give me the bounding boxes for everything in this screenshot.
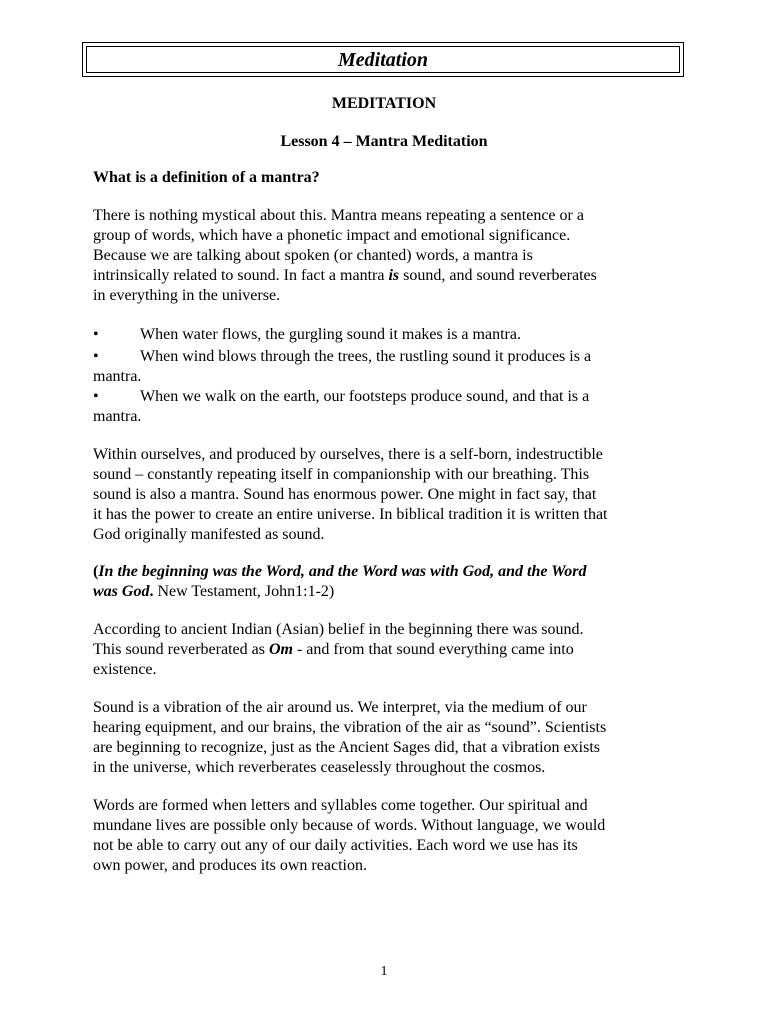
header-inner-border [86, 46, 680, 73]
p2-line: it has the power to create an entire universe. In biblical tradition it is written that [93, 506, 608, 523]
p5-line: Words are formed when letters and syllables come together. Our spiritual and [93, 797, 588, 814]
bullet-mark: • [93, 388, 99, 405]
p1-line: group of words, which have a phonetic impact and emotional significance. [93, 227, 571, 244]
p3-line: According to ancient Indian (Asian) belief in the beginning there was sound. [93, 621, 584, 638]
p2-line: sound – constantly repeating itself in companionship with our breathing. This [93, 466, 590, 483]
p4-line: Sound is a vibration of the air around us. We interpret, via the medium of our [93, 699, 587, 716]
quote-line [93, 582, 334, 602]
bullet-item: When water flows, the gurgling sound it makes is a mantra. [140, 326, 521, 343]
question-heading: What is a definition of a mantra? [93, 169, 320, 186]
bullet-item: When we walk on the earth, our footsteps produce sound, and that is a [140, 388, 590, 405]
p2-line: sound is also a mantra. Sound has enormous power. One might in fact say, that [93, 486, 597, 503]
lesson-title: Lesson 4 – Mantra Meditation [280, 133, 488, 150]
p1-line [93, 266, 597, 286]
p3-om: Om [268, 641, 293, 658]
p3-text: - and from that sound everything came into [292, 641, 574, 658]
quote-citation: New Testament, John1:1-2) [153, 583, 335, 600]
p5-line: not be able to carry out any of our daily activities. Each word we use has its [93, 837, 578, 854]
bullet-mark: • [93, 348, 99, 365]
bullet-mark: • [93, 326, 99, 343]
p1-text: sound, and sound reverberates [399, 267, 597, 284]
p5-line: own power, and produces its own reaction. [93, 857, 367, 874]
p2-line: God originally manifested as sound. [93, 526, 325, 543]
quote-text: In the beginning was the Word, and the Word was with God, and the Word [98, 563, 587, 580]
bullet-continuation: mantra. [93, 368, 142, 385]
p4-line: are beginning to recognize, just as the Ancient Sages did, that a vibration exists [93, 739, 600, 756]
p1-text: intrinsically related to sound. In fact a mantra [93, 267, 389, 284]
main-heading: MEDITATION [331, 95, 437, 112]
header-title: Meditation [337, 49, 428, 71]
quote-paren: ( [93, 563, 99, 580]
bullet-continuation: mantra. [93, 408, 142, 425]
p5-line: mundane lives are possible only because of words. Without language, we would [93, 817, 606, 834]
quote-line [93, 562, 586, 582]
quote-period: . [149, 583, 154, 600]
p1-line: in everything in the universe. [93, 287, 281, 304]
quote-text: was God [93, 583, 150, 600]
page-number: 1 [380, 964, 388, 979]
p4-line: hearing equipment, and our brains, the vibration of the air as “sound”. Scientists [93, 719, 607, 736]
p4-line: in the universe, which reverberates ceaselessly throughout the cosmos. [93, 759, 546, 776]
p1-line: Because we are talking about spoken (or chanted) words, a mantra is [93, 247, 533, 264]
p1-line: There is nothing mystical about this. Mantra means repeating a sentence or a [93, 207, 584, 224]
p3-text: This sound reverberated as [93, 641, 269, 658]
header-box [82, 42, 684, 77]
p3-line: existence. [93, 661, 157, 678]
bullet-item: When wind blows through the trees, the rustling sound it produces is a [140, 348, 592, 365]
p3-line [93, 640, 574, 660]
p2-line: Within ourselves, and produced by ourselves, there is a self-born, indestructible [93, 446, 603, 463]
p1-emphasis: is [388, 267, 400, 284]
